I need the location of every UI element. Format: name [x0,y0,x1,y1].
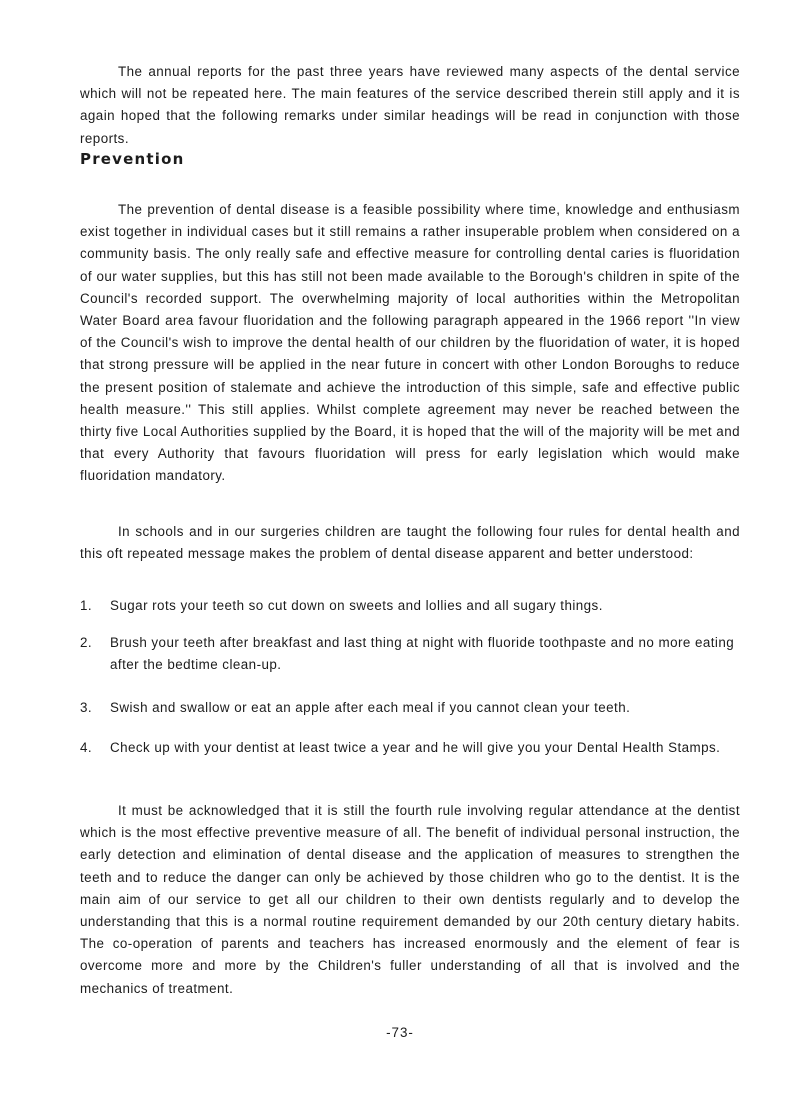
rule-number: 2. [80,635,93,650]
rule-item-3 [80,697,750,719]
prevention-paragraph: The prevention of dental disease is a feasible possibility where time, knowledge and enthusiasm exist together in individual cases but it still remains a rather insuperable problem when considered on a community basis. The only really safe and effective measure for controlling dental caries is fluoridation of our water supplies, but this has still not been made available to the Borough's children in spite of the Council's recorded support. The overwhelming majority of local authorities within the Metropolitan Water Board area favour fluoridation and the following paragraph appeared in the 1966 report ''In view of the Council's wish to improve the dental health of our children by the fluoridation of water, it is hoped that strong pressure will be applied in the near future in concert with other London Boroughs to reduce the present position of stalemate and achieve the introduction of this simple, safe and effective public health measure.'' This still applies. Whilst complete agreement may never be reached between the thirty five Local Authorities supplied by the Board, it is hoped that the will of the majority will be met and that every Authority that favours fluoridation will press for early legislation which would make fluoridation mandatory. [80,202,740,484]
rule-text: Swish and swallow or eat an apple after each meal if you cannot clean your teeth. [110,700,631,715]
rule-number: 3. [80,700,93,715]
rule-text: Brush your teeth after breakfast and last thing at night with fluoride toothpaste and no more eating after the bedtime clean-up. [110,635,735,673]
rules-intro-paragraph: In schools and in our surgeries children are taught the following four rules for dental health and this oft repeated message makes the problem of dental disease apparent and better understood: [80,524,740,562]
rule-item-4 [80,737,750,759]
rule-text: Check up with your dentist at least twice a year and he will give you your Dental Health Stamps. [110,740,721,755]
intro-paragraph: The annual reports for the past three years have reviewed many aspects of the dental service which will not be repeated here. The main features of the service described therein still apply and it is again hoped that the following remarks under similar headings will be read in conjunction with those reports. [80,64,740,146]
rule-number: 1. [80,598,93,613]
page-number: -73- [386,1025,414,1040]
section-heading-prevention: Prevention [80,150,185,168]
closing-paragraph: It must be acknowledged that it is still the fourth rule involving regular attendance at the dentist which is the most effective preventive measure of all. The benefit of individual personal instruction, the early detection and elimination of dental disease and the application of measures to strengthen the teeth and to reduce the danger can only be achieved by those children who go to the dentist. It is the main aim of our service to get all our children to their own dentists regularly and to develop the understanding that this is a normal routine requirement demanded by our 20th century dietary habits. The co-operation of parents and teachers has increased enormously and the element of fear is overcome more and more by the Children's fuller understanding of all that is involved and the mechanics of treatment. [80,803,740,996]
rule-item-1 [80,595,750,617]
rule-text: Sugar rots your teeth so cut down on sweets and lollies and all sugary things. [110,598,603,613]
rule-number: 4. [80,740,93,755]
rule-item-2 [80,632,750,676]
